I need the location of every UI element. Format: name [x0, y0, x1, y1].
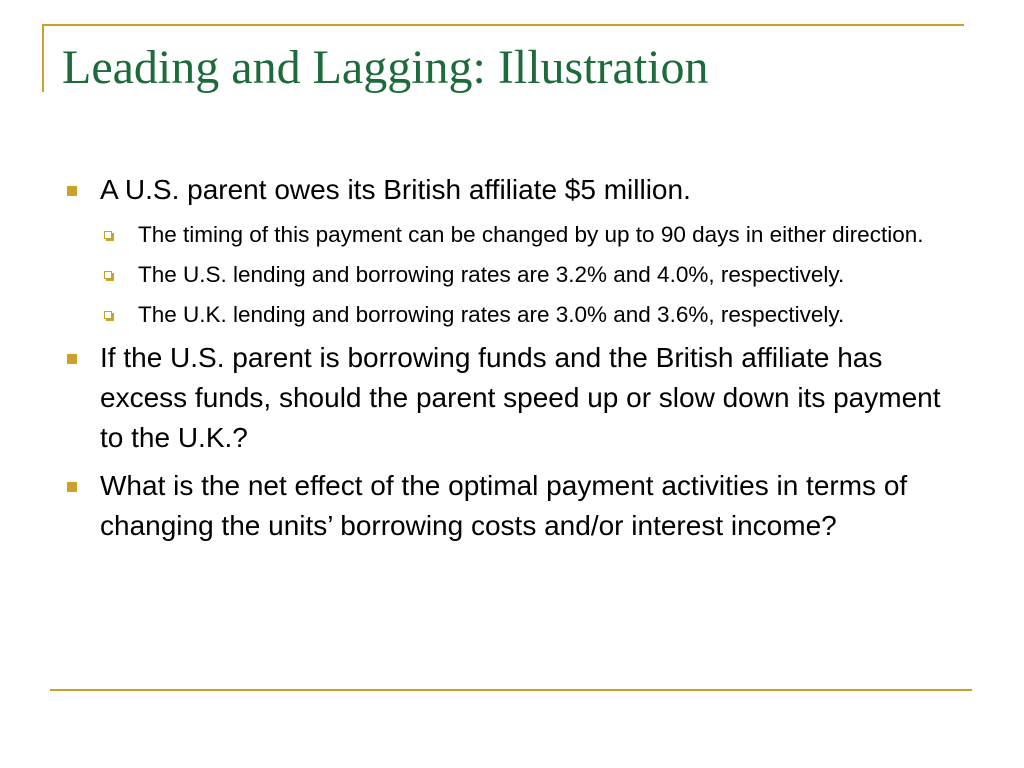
bullet-item: [60, 466, 970, 546]
bullet-item: [60, 170, 970, 210]
square-bullet-icon: [67, 354, 77, 364]
sub-bullet-item: [60, 258, 970, 292]
slide-content: [60, 170, 970, 554]
hollow-square-bullet-icon: [104, 231, 112, 239]
frame-left-rule: [42, 24, 44, 92]
slide-title: Leading and Lagging: Illustration: [62, 41, 709, 94]
frame-top-rule: [42, 24, 964, 26]
square-bullet-icon: [67, 482, 77, 492]
bullet-text: If the U.S. parent is borrowing funds and the British affiliate has excess funds, should the parent speed up or slow down its payment to the U.K.?: [100, 342, 941, 453]
hollow-square-bullet-icon: [104, 271, 112, 279]
bullet-text: What is the net effect of the optimal payment activities in terms of changing the units’ borrowing costs and/or interest income?: [100, 470, 908, 541]
sub-bullet-item: [60, 218, 970, 252]
bullet-text: A U.S. parent owes its British affiliate $5 million.: [100, 174, 691, 205]
sub-bullet-item: [60, 298, 970, 332]
frame-bottom-rule: [50, 689, 972, 691]
bullet-item: [60, 338, 970, 458]
hollow-square-bullet-icon: [104, 311, 112, 319]
square-bullet-icon: [67, 186, 77, 196]
sub-bullet-text: The U.S. lending and borrowing rates are 3.2% and 4.0%, respectively.: [138, 262, 845, 287]
sub-bullet-text: The U.K. lending and borrowing rates are 3.0% and 3.6%, respectively.: [138, 302, 845, 327]
sub-bullet-text: The timing of this payment can be changed by up to 90 days in either direction.: [138, 222, 924, 247]
